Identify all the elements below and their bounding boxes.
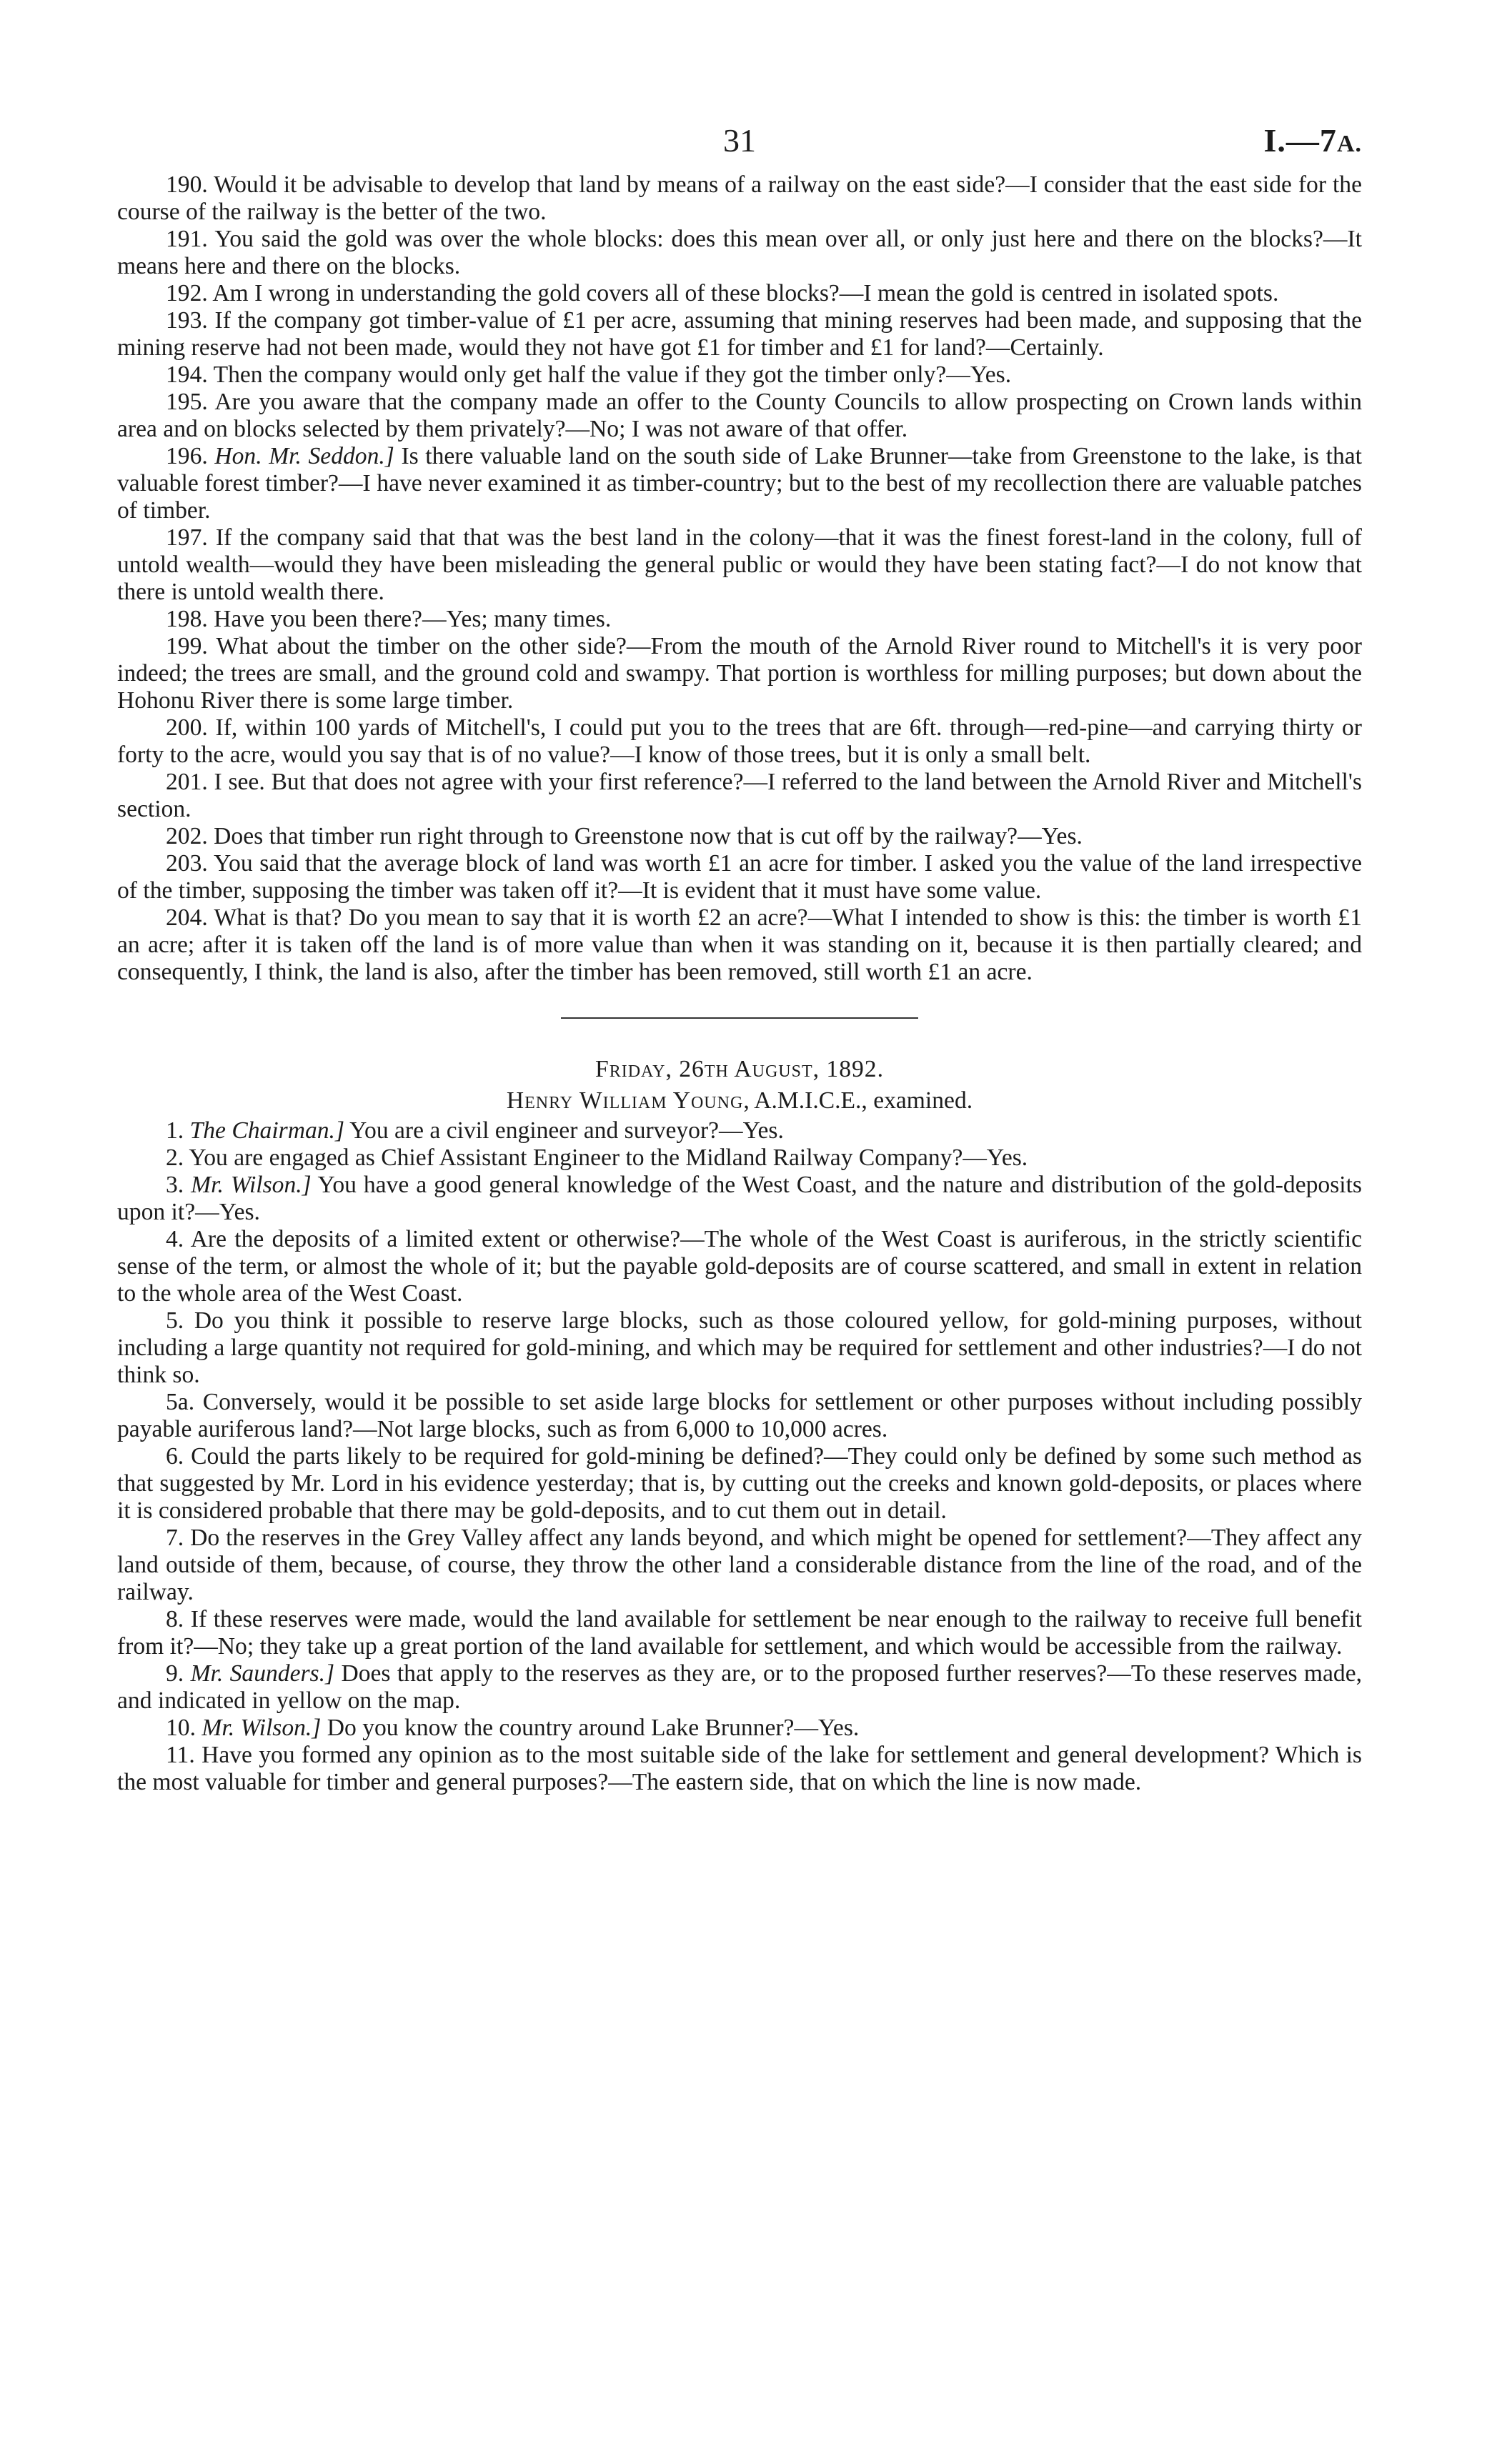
witness-name: Henry William Young [506, 1087, 744, 1114]
question-answer-paragraph [117, 1307, 1362, 1389]
question-answer-paragraph [117, 1525, 1362, 1606]
question-answer-paragraph [117, 606, 1362, 633]
question-answer-paragraph [117, 171, 1362, 226]
question-answer-text: Is there valuable land on the south side of Lake Brunner—take from Greenstone to the lake, is that valuable forest timber?—I have never examined it as timber-country; but to the best of my recollection there are valuable patches of timber. [117, 443, 1362, 524]
question-answer-text: Do the reserves in the Grey Valley affect any lands beyond, and which might be opened for settlement?—They affect any land outside of them, because, of course, they throw the other land a considerable distance from the line of the road, and of the railway. [117, 1525, 1362, 1605]
question-answer-text: If, within 100 yards of Mitchell's, I could put you to the trees that are 6ft. through—red-pine—and carrying thirty or forty to the acre, would you say that is of no value?—I know of those trees, but it is only a small belt. [117, 714, 1362, 768]
question-number: 4. [166, 1226, 184, 1252]
page-number: 31 [723, 122, 756, 159]
question-number: 193. [166, 307, 208, 334]
question-number: 202. [166, 823, 208, 849]
question-answer-text: Does that timber run right through to Greenstone now that is cut off by the railway?—Yes. [214, 823, 1083, 849]
question-answer-text: Would it be advisable to develop that land by means of a railway on the east side?—I consider that the east side for the course of the railway is the better of the two. [117, 171, 1362, 225]
question-answer-text: Do you think it possible to reserve large blocks, such as those coloured yellow, for gold-mining purposes, without including a large quantity not required for gold-mining, and which may be required for settlement and other industries?—I do not think so. [117, 1307, 1362, 1388]
question-number: 190. [166, 171, 208, 198]
question-answer-paragraph [117, 1144, 1362, 1172]
date-heading: Friday, 26th August, 1892. [595, 1056, 884, 1082]
section-divider [561, 1017, 918, 1019]
question-answer-paragraph [117, 1226, 1362, 1307]
evidence-section-new-witness [117, 1117, 1362, 1796]
page-header [117, 121, 1362, 171]
question-number: 203. [166, 850, 208, 877]
question-number: 196. [166, 443, 208, 469]
question-answer-text: What is that? Do you mean to say that it is worth £2 an acre?—What I intended to show is this: the timber is worth £1 an acre; after it is taken off the land is of more value than when it was standing on it, because it is then partially cleared; and consequently, I think, the land is also, after the timber has been removed, still worth £1 an acre. [117, 904, 1362, 985]
question-number: 3. [166, 1172, 184, 1198]
question-answer-paragraph [117, 307, 1362, 361]
witness-suffix: , A.M.I.C.E., examined. [743, 1087, 973, 1114]
question-number: 192. [166, 280, 208, 306]
question-number: 2. [166, 1144, 184, 1171]
question-answer-paragraph [117, 280, 1362, 307]
question-answer-paragraph [117, 769, 1362, 823]
question-number: 10. [166, 1715, 196, 1741]
question-answer-text: If these reserves were made, would the land available for settlement be near enough to the railway to receive full benefit from it?—No; they take up a great portion of the land available for settlement, and which would be accessible from the railway. [117, 1606, 1362, 1660]
question-answer-text: If the company said that that was the best land in the colony—that it was the finest forest-land in the colony, full of untold wealth—would they have been misleading the general public or would they have been stating fact?—I do not know that there is untold wealth there. [117, 524, 1362, 605]
question-number: 201. [166, 769, 208, 795]
question-answer-text: I see. But that does not agree with your first reference?—I referred to the land between the Arnold River and Mitchell's section. [117, 769, 1362, 822]
question-answer-text: If the company got timber-value of £1 per acre, assuming that mining reserves had been made, and supposing that the mining reserve had not been made, would they not have got £1 for timber and £1 for land?—Certainly. [117, 307, 1362, 361]
question-number: 204. [166, 904, 208, 931]
question-number: 198. [166, 606, 208, 632]
question-number: 195. [166, 389, 208, 415]
question-answer-paragraph [117, 1117, 1362, 1144]
question-answer-paragraph [117, 226, 1362, 280]
question-number: 11. [166, 1742, 195, 1768]
question-answer-text: You said that the average block of land was worth £1 an acre for timber. I asked you the value of the land irrespective of the timber, supposing the timber was taken off it?—It is evident that it must have some value. [117, 850, 1362, 904]
question-number: 5a. [166, 1389, 195, 1415]
question-number: 9. [166, 1660, 184, 1687]
question-answer-paragraph [117, 389, 1362, 443]
question-answer-paragraph [117, 904, 1362, 986]
question-answer-paragraph [117, 633, 1362, 714]
speaker-name: Hon. Mr. Seddon.] [214, 443, 394, 469]
speaker-name: Mr. Wilson.] [191, 1172, 312, 1198]
question-answer-text: Conversely, would it be possible to set aside large blocks for settlement or other purposes without including possibly payable auriferous land?—Not large blocks, such as from 6,000 to 10,000 acres. [117, 1389, 1362, 1442]
question-number: 7. [166, 1525, 184, 1551]
question-answer-text: You have a good general knowledge of the West Coast, and the nature and distribution of the gold-deposits upon it?—Yes. [117, 1172, 1362, 1225]
question-number: 5. [166, 1307, 184, 1334]
document-reference-main: I.—7 [1263, 122, 1337, 159]
question-answer-paragraph [117, 1606, 1362, 1660]
speaker-name: Mr. Saunders.] [190, 1660, 335, 1687]
question-answer-text: Am I wrong in understanding the gold covers all of these blocks?—I mean the gold is centred in isolated spots. [212, 280, 1279, 306]
document-page [117, 121, 1362, 1796]
question-number: 191. [166, 226, 208, 252]
evidence-section-continued [117, 171, 1362, 986]
question-number: 194. [166, 361, 208, 388]
question-answer-text: Does that apply to the reserves as they are, or to the proposed further reserves?—To these reserves made, and indicated in yellow on the map. [117, 1660, 1362, 1714]
question-number: 197. [166, 524, 208, 551]
question-answer-text: Are you aware that the company made an offer to the County Councils to allow prospecting on Crown lands within area and on blocks selected by them privately?—No; I was not aware of that offer. [117, 389, 1362, 442]
document-reference [1264, 121, 1362, 159]
speaker-name: Mr. Wilson.] [202, 1715, 322, 1741]
question-answer-text: Are the deposits of a limited extent or otherwise?—The whole of the West Coast is auriferous, in the strictly scientific sense of the term, or almost the whole of it; but the payable gold-deposits are of course scattered, and small in extent in relation to the whole area of the West Coast. [117, 1226, 1362, 1307]
question-answer-text: Have you formed any opinion as to the most suitable side of the lake for settlement and general development? Which is the most valuable for timber and general purposes?—The eastern side, that on which the line is now made. [117, 1742, 1362, 1795]
question-answer-paragraph [117, 1715, 1362, 1742]
question-answer-text: Then the company would only get half the value if they got the timber only?—Yes. [213, 361, 1012, 388]
question-answer-paragraph [117, 1172, 1362, 1226]
question-answer-text: You are engaged as Chief Assistant Engineer to the Midland Railway Company?—Yes. [189, 1144, 1028, 1171]
question-answer-paragraph [117, 850, 1362, 904]
question-answer-paragraph [117, 1742, 1362, 1796]
question-answer-text: Have you been there?—Yes; many times. [214, 606, 612, 632]
question-number: 6. [166, 1443, 184, 1470]
question-answer-paragraph [117, 823, 1362, 850]
question-answer-paragraph [117, 524, 1362, 606]
question-answer-paragraph [117, 714, 1362, 769]
question-answer-paragraph [117, 1389, 1362, 1443]
speaker-name: The Chairman.] [189, 1117, 345, 1144]
question-number: 1. [166, 1117, 184, 1144]
witness-heading [117, 1087, 1362, 1114]
question-answer-text: You are a civil engineer and surveyor?—Yes. [349, 1117, 784, 1144]
document-reference-suffix: A. [1336, 131, 1362, 157]
question-number: 8. [166, 1606, 184, 1632]
question-answer-paragraph [117, 1660, 1362, 1715]
question-number: 200. [166, 714, 208, 741]
question-answer-text: Do you know the country around Lake Brunner?—Yes. [327, 1715, 860, 1741]
question-answer-paragraph [117, 443, 1362, 524]
question-answer-text: You said the gold was over the whole blocks: does this mean over all, or only just here and there on the blocks?—It means here and there on the blocks. [117, 226, 1362, 279]
question-answer-text: Could the parts likely to be required for gold-mining be defined?—They could only be defined by some such method as that suggested by Mr. Lord in his evidence yesterday; that is, by cutting out the creeks and known gold-deposits, or places where it is considered probable that there may be gold-deposits, and to cut them out in detail. [117, 1443, 1362, 1524]
question-answer-paragraph [117, 1443, 1362, 1525]
question-number: 199. [166, 633, 208, 659]
question-answer-paragraph [117, 361, 1362, 389]
question-answer-text: What about the timber on the other side?—From the mouth of the Arnold River round to Mitchell's it is very poor indeed; the trees are small, and the ground cold and swampy. That portion is worthless for milling purposes; but down about the Hohonu River there is some large timber. [117, 633, 1362, 714]
